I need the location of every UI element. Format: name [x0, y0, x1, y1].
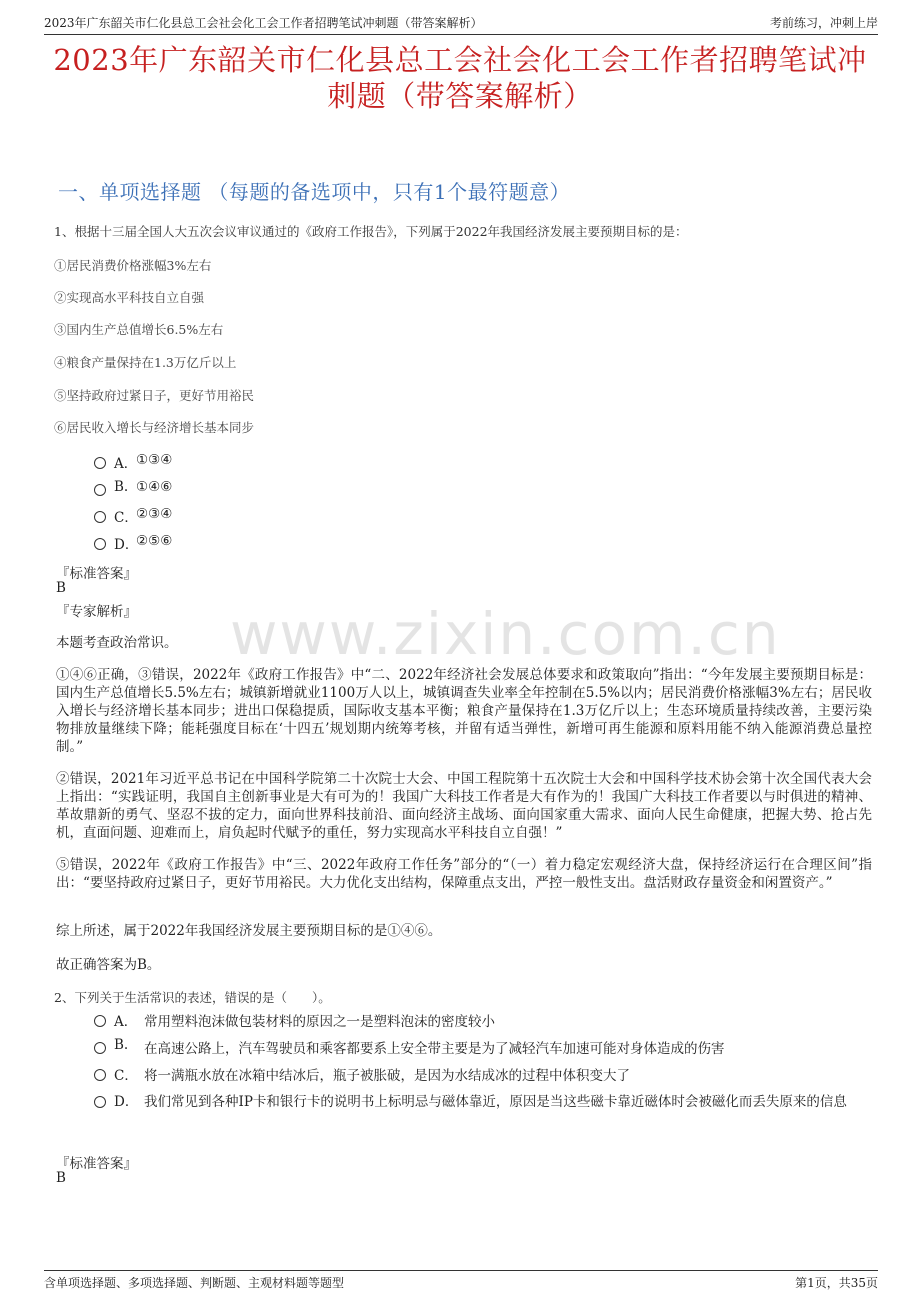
question-1-item: ③国内生产总值增长6.5%左右 — [54, 322, 224, 337]
header-slogan: 考前练习，冲刺上岸 — [769, 16, 878, 30]
option-letter: A． — [114, 456, 138, 472]
option-letter: C． — [114, 510, 138, 526]
answer-label: 『标准答案』 — [56, 566, 137, 582]
radio-button-icon[interactable] — [94, 1042, 106, 1054]
question-1-item: ②实现高水平科技自立自强 — [54, 290, 205, 305]
question-1-option-c[interactable] — [94, 506, 172, 526]
radio-button-icon[interactable] — [94, 1015, 106, 1027]
page-number: 第1页，共35页 — [795, 1276, 878, 1290]
question-2-option-d[interactable] — [94, 1091, 872, 1113]
question-1-item: ①居民消费价格涨幅3%左右 — [54, 258, 212, 273]
option-letter: D． — [114, 1094, 139, 1110]
radio-button-icon[interactable] — [94, 511, 106, 523]
question-2-option-c[interactable] — [94, 1064, 872, 1084]
radio-button-icon[interactable] — [94, 538, 106, 550]
answer-value: B — [56, 1170, 66, 1186]
question-1-stem: 1、根据十三届全国人大五次会议审议通过的《政府工作报告》，下列属于2022年我国经济发展主要预期目标的是： — [54, 224, 688, 239]
answer-label: 『标准答案』 — [56, 1156, 137, 1172]
question-1-option-d[interactable] — [94, 533, 172, 553]
question-2-option-b[interactable] — [94, 1037, 872, 1057]
analysis-paragraph: ⑤错误，2022年《政府工作报告》中“三、2022年政府工作任务”部分的“（一）着力稳定宏观经济大盘，保持经济运行在合理区间”指出：“要坚持政府过紧日子，更好节用裕民。大力优化支出结构，保障重点支出，严控一般性支出。盘活财政存量资金和闲置资产。” — [56, 857, 872, 891]
section-title: 一、单项选择题 （每题的备选项中，只有1个最符题意） — [58, 180, 571, 204]
analysis-paragraph: ②错误，2021年习近平总书记在中国科学院第二十次院士大会、中国工程院第十五次院士大会和中国科学技术协会第十次全国代表大会上指出：“实践证明，我国自主创新事业是大有可为的！我国广大科技工作者是大有作为的！我国广大科技工作者要以与时俱进的精神、革故鼎新的勇气、坚忍不拔的定力，面向世界科技前沿、面向经济主战场、面向国家重大需求、面向人民生命健康，把握大势、抢占先机，直面问题、迎难而上，肩负起时代赋予的重任，努力实现高水平科技自立自强！” — [56, 771, 872, 841]
header-doc-title: 2023年广东韶关市仁化县总工会社会化工会工作者招聘笔试冲刺题（带答案解析） — [44, 16, 483, 30]
answer-value: B — [56, 580, 66, 596]
question-2-stem: 2、下列关于生活常识的表述，错误的是（ ）。 — [54, 990, 331, 1005]
page-title-line1: 2023年广东韶关市仁化县总工会社会化工会工作者招聘笔试冲 — [53, 43, 867, 77]
option-text: ①④⑥ — [136, 479, 173, 495]
option-text: ②⑤⑥ — [136, 533, 173, 549]
watermark: www.zixin.com.cn — [230, 600, 781, 668]
radio-button-icon[interactable] — [94, 1069, 106, 1081]
analysis-paragraph: ①④⑥正确，③错误，2022年《政府工作报告》中“二、2022年经济社会发展总体要求和政策取向”指出：“今年发展主要预期目标是：国内生产总值增长5.5%左右；城镇新增就业1100万人以上，城镇调查失业率全年控制在5.5%以内；居民消费价格涨幅3%左右；居民收入增长与经济增长基本同步；进出口保稳提质，国际收支基本平衡；粮食产量保持在1.3万亿斤以上；生态环境质量持续改善，主要污染物排放量继续下降；能耗强度目标在‘十四五’规划期内统筹考核，并留有适当弹性，新增可再生能源和原料用能不纳入能源消费总量控制。” — [56, 667, 872, 755]
option-letter: C． — [114, 1068, 138, 1084]
question-1-item: ⑤坚持政府过紧日子，更好节用裕民 — [54, 388, 255, 403]
radio-button-icon[interactable] — [94, 457, 106, 469]
option-text: 常用塑料泡沫做包装材料的原因之一是塑料泡沫的密度较小 — [144, 1014, 495, 1030]
page-title-line2: 刺题（带答案解析） — [327, 79, 593, 113]
analysis-label: 『专家解析』 — [56, 604, 137, 620]
question-2-option-a[interactable] — [94, 1010, 872, 1030]
question-1-option-b[interactable] — [94, 479, 172, 496]
option-text: ②③④ — [136, 506, 173, 522]
option-letter: B. — [114, 479, 129, 495]
question-1-option-a[interactable] — [94, 452, 172, 472]
option-text: 我们常见到各种IP卡和银行卡的说明书上标明忌与磁体靠近，原因是当这些磁卡靠近磁体时会被磁化而丢失原来的信息 — [144, 1094, 847, 1110]
option-letter: B. — [114, 1037, 129, 1053]
footer-note: 含单项选择题、多项选择题、判断题、主观材料题等题型 — [44, 1276, 345, 1290]
radio-button-icon[interactable] — [94, 1096, 106, 1108]
option-letter: D． — [114, 537, 139, 553]
radio-button-icon[interactable] — [94, 484, 106, 496]
analysis-paragraph: 故正确答案为B。 — [56, 957, 161, 973]
page-title — [44, 42, 876, 114]
analysis-paragraph: 综上所述，属于2022年我国经济发展主要预期目标的是①④⑥。 — [56, 923, 442, 939]
option-text: ①③④ — [136, 452, 173, 468]
analysis-paragraph: 本题考查政治常识。 — [56, 635, 178, 651]
option-text: 将一满瓶水放在冰箱中结冰后，瓶子被胀破，是因为水结成冰的过程中体积变大了 — [144, 1068, 630, 1084]
question-1-item: ④粮食产量保持在1.3万亿斤以上 — [54, 355, 237, 370]
question-1-item: ⑥居民收入增长与经济增长基本同步 — [54, 420, 255, 435]
page-header — [44, 12, 878, 35]
option-letter: A． — [114, 1014, 138, 1030]
page-footer — [44, 1270, 878, 1291]
option-text: 在高速公路上，汽车驾驶员和乘客都要系上安全带主要是为了减轻汽车加速可能对身体造成的伤害 — [144, 1041, 725, 1057]
